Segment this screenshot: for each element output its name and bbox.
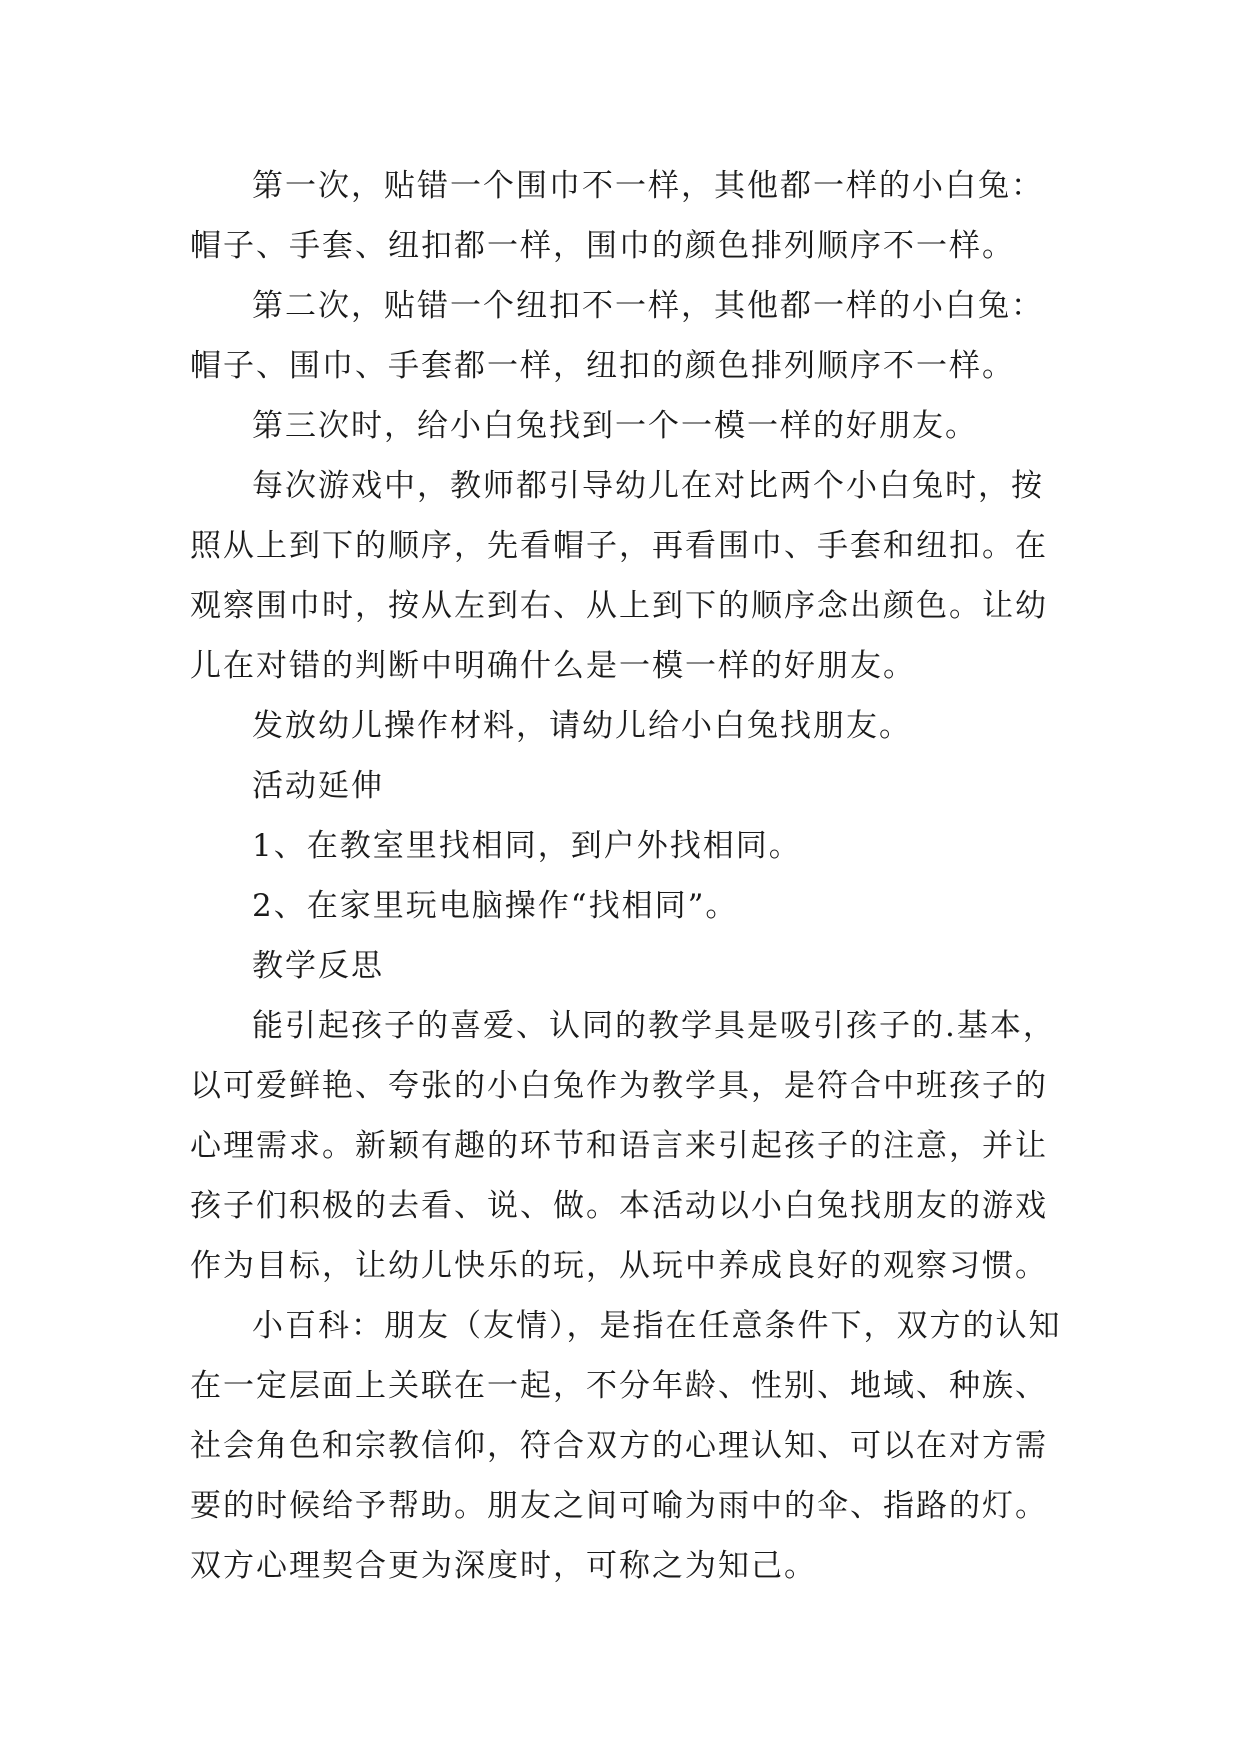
paragraph-materials: 发放幼儿操作材料，请幼儿给小白兔找朋友。 — [252, 708, 912, 744]
paragraph-game-guidance: 每次游戏中，教师都引导幼儿在对比两个小白兔时，按照从上到下的顺序，先看帽子，再看围巾、手套和纽扣。在观察围巾时，按从左到右、从上到下的顺序念出颜色。让幼儿在对错的判断中明确什么是一模一样的好朋友。 — [190, 468, 1048, 684]
paragraph-first-round: 第一次，贴错一个围巾不一样，其他都一样的小白兔：帽子、手套、纽扣都一样，围巾的颜色排列顺序不一样。 — [190, 168, 1044, 264]
paragraph-third-round: 第三次时，给小白兔找到一个一模一样的好朋友。 — [252, 408, 978, 444]
paragraph-reflection: 能引起孩子的喜爱、认同的教学具是吸引孩子的.基本，以可爱鲜艳、夸张的小白兔作为教学具，是符合中班孩子的心理需求。新颖有趣的环节和语言来引起孩子的注意，并让孩子们积极的去看、说、做。本活动以小白兔找朋友的游戏作为目标，让幼儿快乐的玩，从玩中养成良好的观察习惯。 — [190, 1008, 1056, 1284]
paragraph-encyclopedia: 小百科：朋友（友情），是指在任意条件下，双方的认知在一定层面上关联在一起，不分年龄、性别、地域、种族、社会角色和宗教信仰，符合双方的心理认知、可以在对方需要的时候给予帮助。朋友之间可喻为雨中的伞、指路的灯。双方心理契合更为深度时，可称之为知己。 — [190, 1308, 1062, 1584]
paragraph-extension-1: 1、在教室里找相同，到户外找相同。 — [252, 828, 802, 864]
heading-activity-extension: 活动延伸 — [252, 768, 384, 804]
document-body — [190, 156, 1070, 1596]
paragraph-second-round: 第二次，贴错一个纽扣不一样，其他都一样的小白兔：帽子、围巾、手套都一样，纽扣的颜色排列顺序不一样。 — [190, 288, 1044, 384]
paragraph-extension-2: 2、在家里玩电脑操作“找相同”。 — [252, 888, 739, 924]
heading-teaching-reflection: 教学反思 — [252, 948, 384, 984]
